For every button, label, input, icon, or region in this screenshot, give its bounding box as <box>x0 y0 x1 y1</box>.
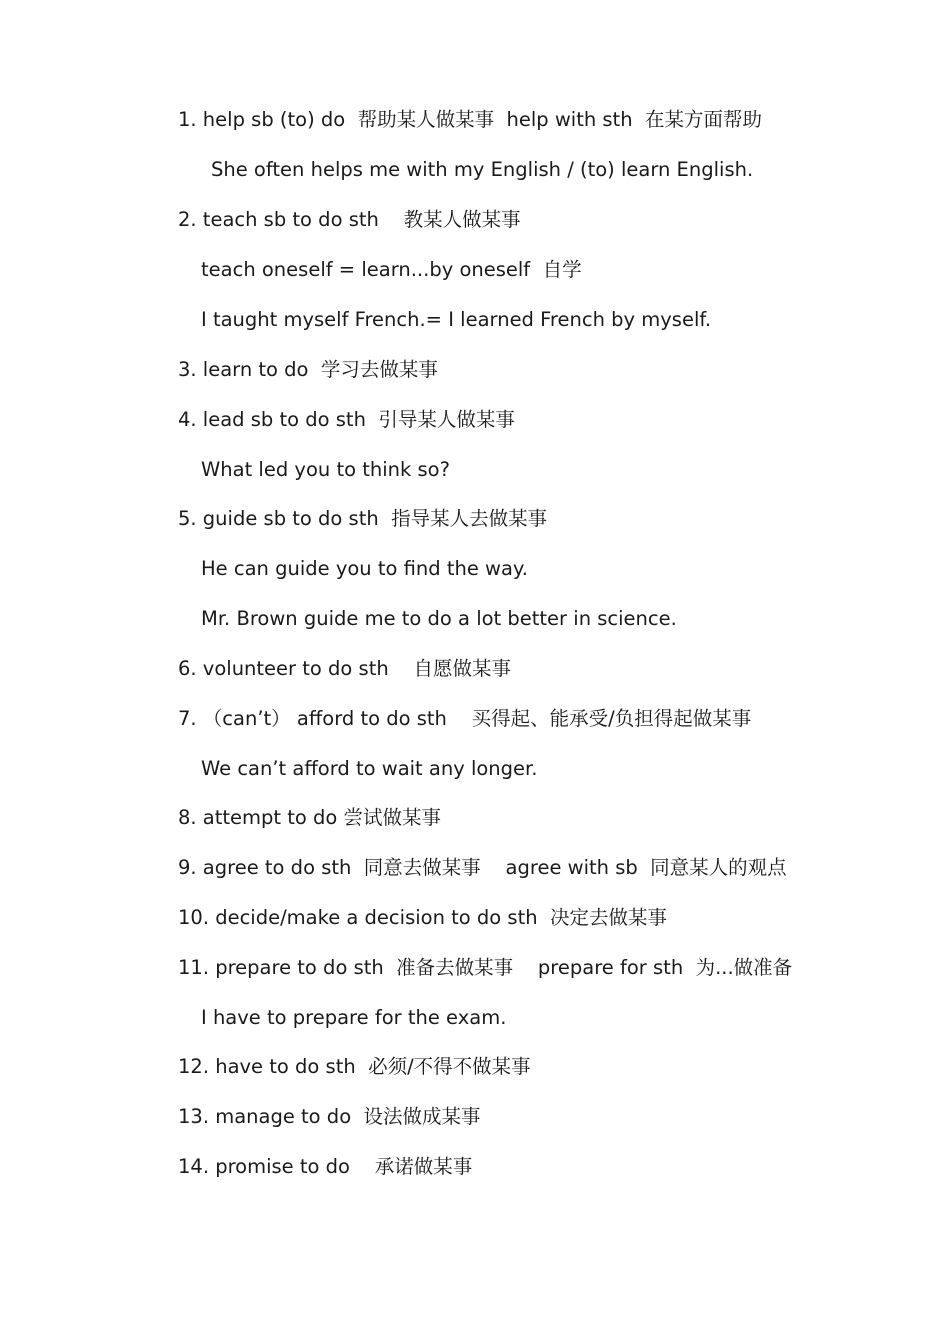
example-teach-oneself: teach oneself = learn...by oneself 自学 <box>201 258 582 281</box>
entry-manage: 13. manage to do 设法做成某事 <box>178 1105 481 1128</box>
example-guide-science: Mr. Brown guide me to do a lot better in science. <box>201 607 677 630</box>
example-afford: We can’t afford to wait any longer. <box>201 757 538 780</box>
example-help: She often helps me with my English / (to) learn English. <box>211 158 754 181</box>
entry-promise: 14. promise to do 承诺做某事 <box>178 1155 473 1178</box>
entry-have-to: 12. have to do sth 必须/不得不做某事 <box>178 1055 531 1078</box>
entry-guide: 5. guide sb to do sth 指导某人去做某事 <box>178 507 548 530</box>
entry-lead: 4. lead sb to do sth 引导某人做某事 <box>178 408 515 431</box>
entry-help: 1. help sb (to) do 帮助某人做某事 help with sth 在某方面帮助 <box>178 108 762 131</box>
example-guide-way: He can guide you to find the way. <box>201 557 528 580</box>
entry-decide: 10. decide/make a decision to do sth 决定去做某事 <box>178 906 667 929</box>
example-prepare: I have to prepare for the exam. <box>201 1006 507 1029</box>
entry-learn: 3. learn to do 学习去做某事 <box>178 358 438 381</box>
entry-teach: 2. teach sb to do sth 教某人做某事 <box>178 208 521 231</box>
entry-afford: 7. （can’t） afford to do sth 买得起、能承受/负担得起做某事 <box>178 707 752 730</box>
entry-agree: 9. agree to do sth 同意去做某事 agree with sb 同意某人的观点 <box>178 856 787 879</box>
example-taught-myself: I taught myself French.= I learned French by myself. <box>201 308 712 331</box>
entry-attempt: 8. attempt to do 尝试做某事 <box>178 806 442 829</box>
entry-volunteer: 6. volunteer to do sth 自愿做某事 <box>178 657 512 680</box>
example-lead: What led you to think so? <box>201 458 450 481</box>
entry-prepare: 11. prepare to do sth 准备去做某事 prepare for sth 为...做准备 <box>178 956 793 979</box>
